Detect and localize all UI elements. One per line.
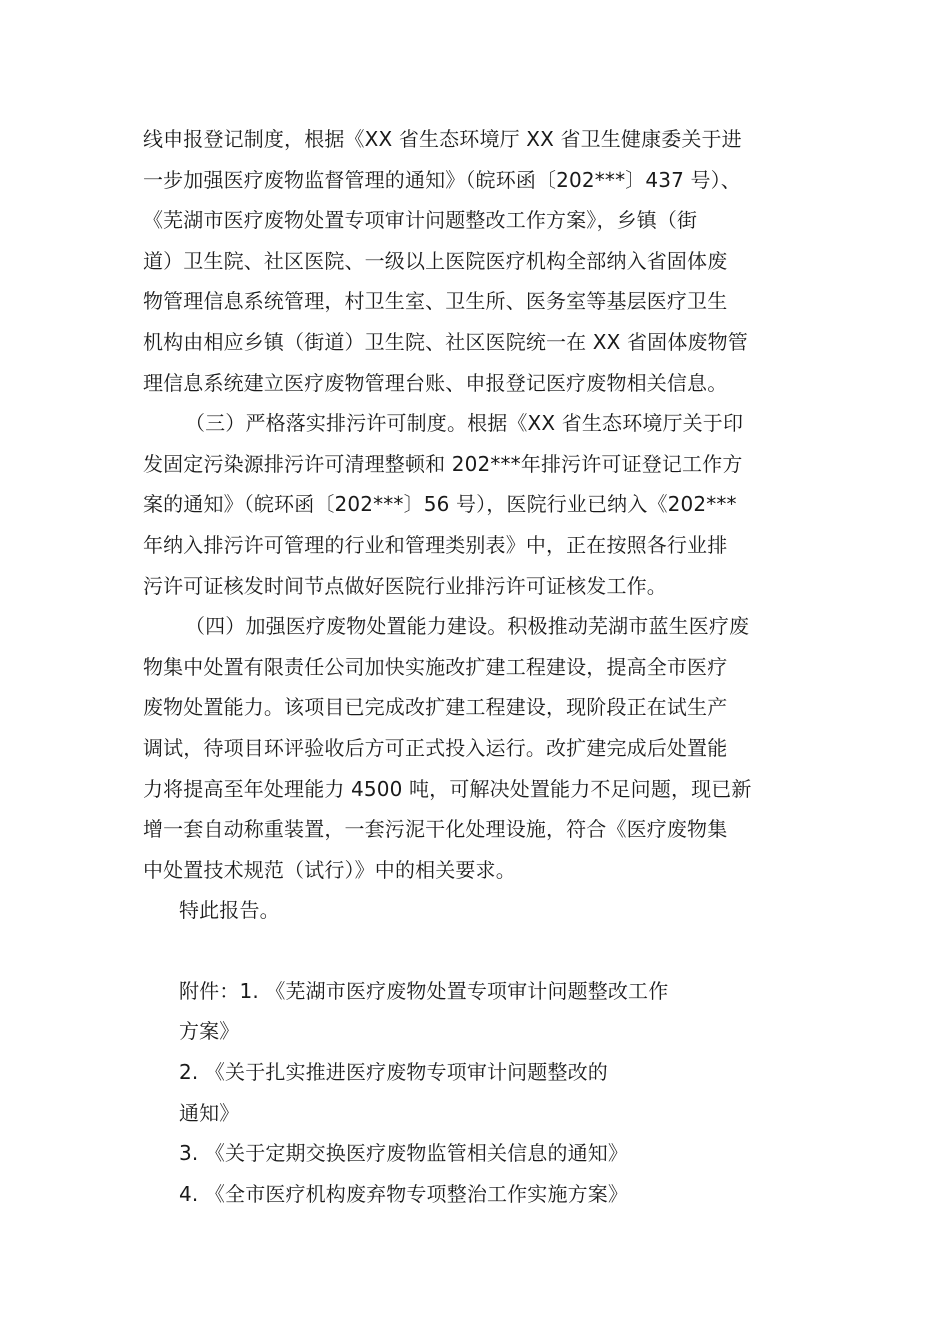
attachment-item: 通知》 — [179, 1100, 240, 1125]
text-line: 线申报登记制度，根据《XX 省生态环境厅 XX 省卫生健康委关于进 — [143, 127, 742, 151]
attachment-item: 4. 《全市医疗机构废弃物专项整治工作实施方案》 — [179, 1181, 629, 1206]
attachments-list — [143, 971, 811, 1215]
text-line: 调试，待项目环评验收后方可正式投入运行。改扩建完成后处置能 — [143, 735, 728, 760]
text-line: 中处置技术规范（试行）》中的相关要求。 — [143, 857, 516, 882]
paragraph-section-3 — [143, 403, 811, 606]
text-line: （三）严格落实排污许可制度。根据《XX 省生态环境厅关于印 — [185, 411, 744, 436]
text-line: 道）卫生院、社区医院、一级以上医院医疗机构全部纳入省固体废 — [143, 248, 728, 273]
attachment-item: 附件：1. 《芜湖市医疗废物处置专项审计问题整改工作 — [179, 978, 669, 1003]
attachment-item: 方案》 — [179, 1019, 240, 1044]
text-line: 增一套自动称重装置，一套污泥干化处理设施，符合《医疗废物集 — [143, 817, 728, 842]
attachment-item: 3. 《关于定期交换医疗废物监管相关信息的通知》 — [179, 1141, 629, 1166]
closing-statement: 特此报告。 — [179, 898, 280, 923]
text-line: 年纳入排污许可管理的行业和管理类别表》中，正在按照各行业排 — [143, 532, 728, 557]
text-line: 物集中处置有限责任公司加快实施改扩建工程建设，提高全市医疗 — [143, 654, 728, 679]
text-line: （四）加强医疗废物处置能力建设。积极推动芜湖市蓝生医疗废 — [185, 614, 750, 639]
text-line: 《芜湖市医疗废物处置专项审计问题整改工作方案》，乡镇（街 — [143, 208, 698, 233]
spacer — [143, 931, 811, 971]
text-line: 力将提高至年处理能力 4500 吨，可解决处置能力不足问题，现已新 — [143, 776, 752, 801]
text-line: 一步加强医疗废物监督管理的通知》（皖环函〔202***〕437 号）、 — [143, 167, 741, 192]
paragraph-section-4 — [143, 606, 811, 890]
paragraph-registration — [143, 119, 811, 403]
document-body — [143, 119, 811, 1214]
text-line: 物管理信息系统管理，村卫生室、卫生所、医务室等基层医疗卫生 — [143, 289, 728, 314]
attachment-item: 2. 《关于扎实推进医疗废物专项审计问题整改的 — [179, 1060, 608, 1085]
text-line: 案的通知》（皖环函〔202***〕56 号），医院行业已纳入《202*** — [143, 492, 737, 517]
text-line: 理信息系统建立医疗废物管理台账、申报登记医疗废物相关信息。 — [143, 370, 728, 395]
text-line: 废物处置能力。该项目已完成改扩建工程建设，现阶段正在试生产 — [143, 695, 728, 720]
text-line: 机构由相应乡镇（街道）卫生院、社区医院统一在 XX 省固体废物管 — [143, 329, 748, 354]
text-line: 发固定污染源排污许可清理整顿和 202***年排污许可证登记工作方 — [143, 451, 743, 476]
text-line: 污许可证核发时间节点做好医院行业排污许可证核发工作。 — [143, 573, 667, 598]
